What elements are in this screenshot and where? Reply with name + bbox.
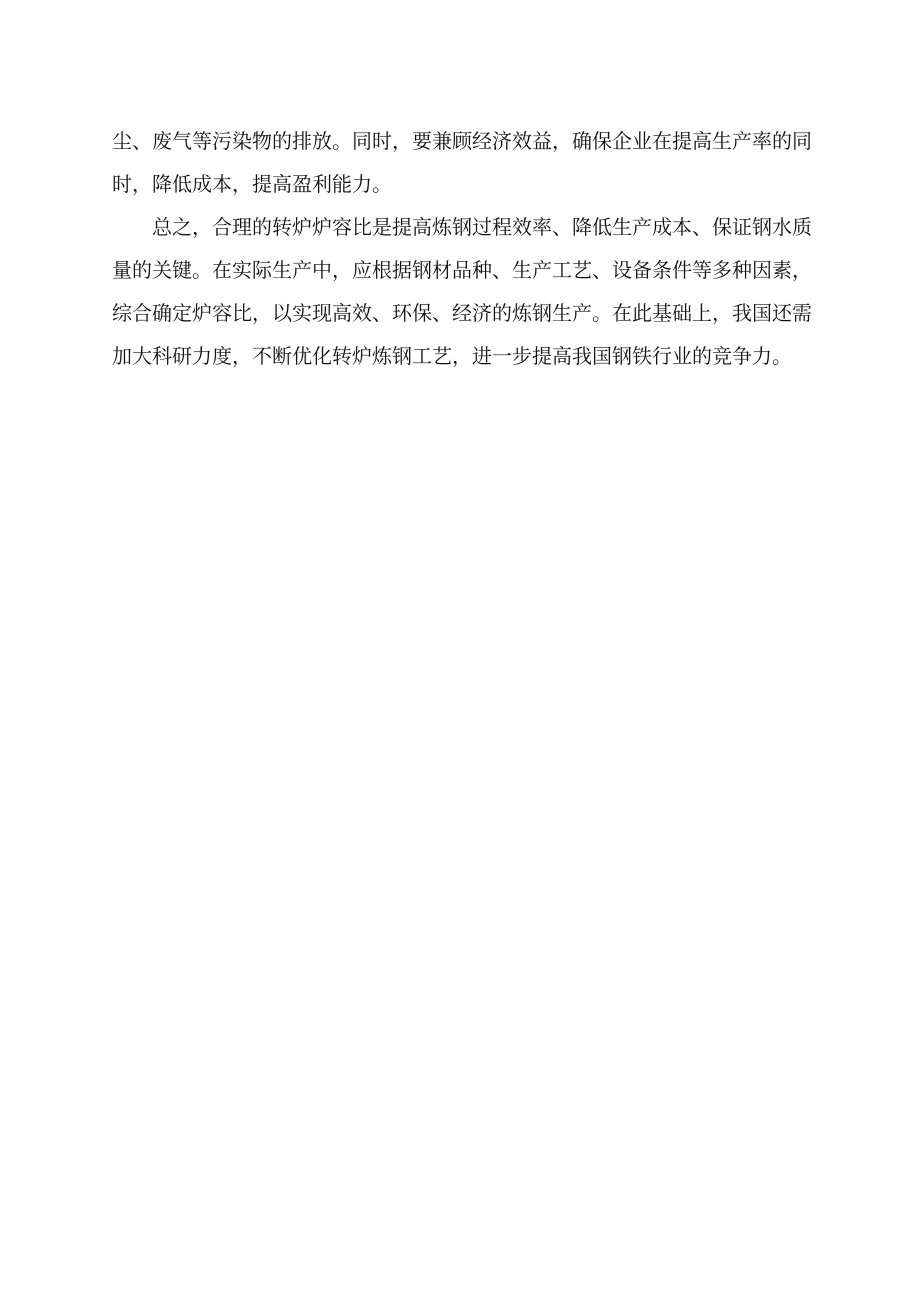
text-line: 尘、废气等污染物的排放。同时，要兼顾经济效益，确保企业在提高生产率的同 (112, 129, 812, 153)
paragraph-conclusion (112, 206, 812, 378)
text-line: 量的关键。在实际生产中，应根据钢材品种、生产工艺、设备条件等多种因素， (112, 258, 812, 282)
body-text (112, 120, 812, 378)
text-line: 时，降低成本，提高盈利能力。 (112, 172, 392, 196)
text-line: 加大科研力度，不断优化转炉炼钢工艺，进一步提高我国钢铁行业的竞争力。 (112, 344, 792, 368)
text-line: 总之，合理的转炉炉容比是提高炼钢过程效率、降低生产成本、保证钢水质 (152, 215, 812, 239)
paragraph-continuation (112, 120, 812, 206)
text-line: 综合确定炉容比，以实现高效、环保、经济的炼钢生产。在此基础上，我国还需 (112, 301, 812, 325)
